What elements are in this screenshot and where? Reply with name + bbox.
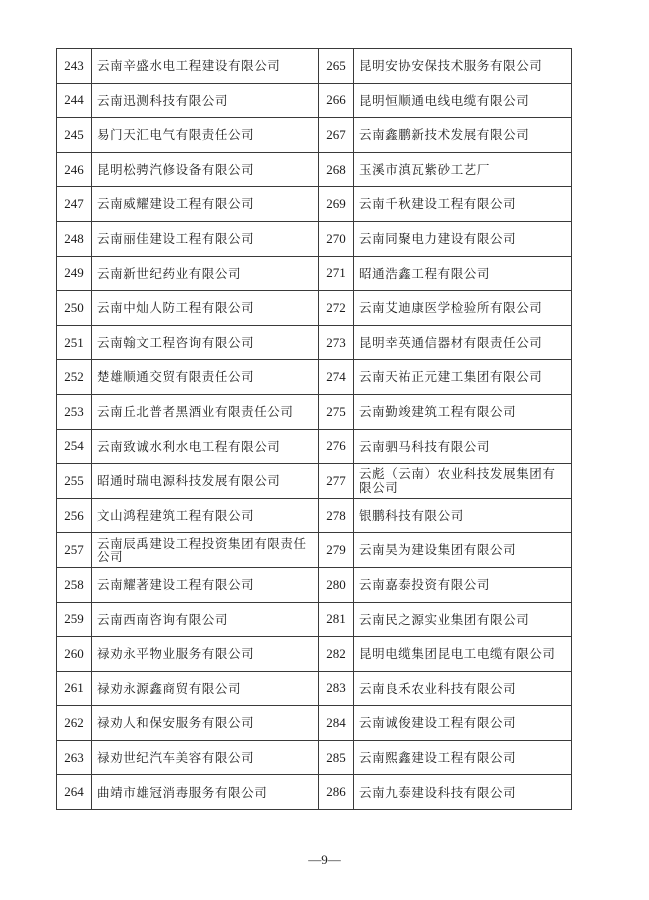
company-name-right: 云南民之源实业集团有限公司 bbox=[354, 602, 572, 637]
table-row bbox=[57, 533, 572, 568]
row-number-left: 257 bbox=[57, 533, 92, 568]
row-number-right: 275 bbox=[319, 394, 354, 429]
company-name-right: 云南艾迪康医学检验所有限公司 bbox=[354, 291, 572, 326]
row-number-left: 252 bbox=[57, 360, 92, 395]
row-number-right: 286 bbox=[319, 775, 354, 810]
table-row bbox=[57, 256, 572, 291]
company-name-right: 云南九泰建设科技有限公司 bbox=[354, 775, 572, 810]
company-name-right: 云南良禾农业科技有限公司 bbox=[354, 671, 572, 706]
company-name-right: 昆明电缆集团昆电工电缆有限公司 bbox=[354, 637, 572, 672]
table-row bbox=[57, 429, 572, 464]
company-name-left: 禄劝世纪汽车美容有限公司 bbox=[92, 740, 319, 775]
row-number-left: 263 bbox=[57, 740, 92, 775]
company-name-right: 云彪（云南）农业科技发展集团有限公司 bbox=[354, 464, 572, 499]
row-number-left: 253 bbox=[57, 394, 92, 429]
company-name-left: 云南耀著建设工程有限公司 bbox=[92, 567, 319, 602]
row-number-right: 272 bbox=[319, 291, 354, 326]
row-number-left: 243 bbox=[57, 49, 92, 84]
table-row bbox=[57, 498, 572, 533]
row-number-left: 244 bbox=[57, 83, 92, 118]
table-row bbox=[57, 706, 572, 741]
company-name-left: 云南西南咨询有限公司 bbox=[92, 602, 319, 637]
row-number-right: 277 bbox=[319, 464, 354, 499]
table-row bbox=[57, 602, 572, 637]
company-name-left: 云南威耀建设工程有限公司 bbox=[92, 187, 319, 222]
company-name-left: 易门天汇电气有限责任公司 bbox=[92, 118, 319, 153]
company-name-right: 云南昊为建设集团有限公司 bbox=[354, 533, 572, 568]
company-name-left: 昭通时瑞电源科技发展有限公司 bbox=[92, 464, 319, 499]
company-name-right: 昆明恒顺通电线电缆有限公司 bbox=[354, 83, 572, 118]
company-name-right: 云南天祐正元建工集团有限公司 bbox=[354, 360, 572, 395]
table-row bbox=[57, 118, 572, 153]
company-name-right: 昭通浩鑫工程有限公司 bbox=[354, 256, 572, 291]
row-number-left: 247 bbox=[57, 187, 92, 222]
table-row bbox=[57, 464, 572, 499]
row-number-right: 271 bbox=[319, 256, 354, 291]
company-name-right: 云南嘉泰投资有限公司 bbox=[354, 567, 572, 602]
table-row bbox=[57, 637, 572, 672]
company-name-left: 曲靖市雄冠消毒服务有限公司 bbox=[92, 775, 319, 810]
row-number-right: 266 bbox=[319, 83, 354, 118]
row-number-left: 256 bbox=[57, 498, 92, 533]
table-row bbox=[57, 394, 572, 429]
table-row bbox=[57, 567, 572, 602]
company-name-left: 云南丘北普者黑酒业有限责任公司 bbox=[92, 394, 319, 429]
table-row bbox=[57, 360, 572, 395]
table-row bbox=[57, 325, 572, 360]
row-number-right: 268 bbox=[319, 152, 354, 187]
row-number-right: 276 bbox=[319, 429, 354, 464]
company-name-left: 文山鸿程建筑工程有限公司 bbox=[92, 498, 319, 533]
row-number-right: 280 bbox=[319, 567, 354, 602]
company-name-right: 云南诚俊建设工程有限公司 bbox=[354, 706, 572, 741]
row-number-left: 259 bbox=[57, 602, 92, 637]
table-body bbox=[57, 49, 572, 810]
company-name-left: 云南丽佳建设工程有限公司 bbox=[92, 221, 319, 256]
row-number-right: 273 bbox=[319, 325, 354, 360]
row-number-left: 262 bbox=[57, 706, 92, 741]
row-number-left: 260 bbox=[57, 637, 92, 672]
row-number-right: 270 bbox=[319, 221, 354, 256]
page-number: —9— bbox=[308, 852, 341, 867]
row-number-right: 285 bbox=[319, 740, 354, 775]
row-number-left: 250 bbox=[57, 291, 92, 326]
company-name-left: 云南致诚水利水电工程有限公司 bbox=[92, 429, 319, 464]
row-number-left: 246 bbox=[57, 152, 92, 187]
company-name-right: 昆明幸英通信器材有限责任公司 bbox=[354, 325, 572, 360]
company-name-left: 云南迅测科技有限公司 bbox=[92, 83, 319, 118]
table-row bbox=[57, 83, 572, 118]
company-name-left: 云南中灿人防工程有限公司 bbox=[92, 291, 319, 326]
row-number-left: 248 bbox=[57, 221, 92, 256]
row-number-right: 284 bbox=[319, 706, 354, 741]
company-name-left: 楚雄顺通交贸有限责任公司 bbox=[92, 360, 319, 395]
company-name-right: 云南鑫鹏新技术发展有限公司 bbox=[354, 118, 572, 153]
company-name-right: 银鹏科技有限公司 bbox=[354, 498, 572, 533]
row-number-right: 278 bbox=[319, 498, 354, 533]
company-name-left: 禄劝人和保安服务有限公司 bbox=[92, 706, 319, 741]
company-name-left: 昆明松骋汽修设备有限公司 bbox=[92, 152, 319, 187]
row-number-right: 282 bbox=[319, 637, 354, 672]
row-number-right: 265 bbox=[319, 49, 354, 84]
company-name-left: 云南新世纪药业有限公司 bbox=[92, 256, 319, 291]
table-row bbox=[57, 49, 572, 84]
row-number-right: 279 bbox=[319, 533, 354, 568]
row-number-left: 245 bbox=[57, 118, 92, 153]
table-row bbox=[57, 187, 572, 222]
company-name-right: 昆明安协安保技术服务有限公司 bbox=[354, 49, 572, 84]
company-name-left: 禄劝永源鑫商贸有限公司 bbox=[92, 671, 319, 706]
company-name-right: 云南驷马科技有限公司 bbox=[354, 429, 572, 464]
table-row bbox=[57, 291, 572, 326]
row-number-left: 264 bbox=[57, 775, 92, 810]
company-name-right: 云南勤竣建筑工程有限公司 bbox=[354, 394, 572, 429]
company-name-right: 云南熙鑫建设工程有限公司 bbox=[354, 740, 572, 775]
company-name-right: 云南同聚电力建设有限公司 bbox=[354, 221, 572, 256]
company-name-left: 禄劝永平物业服务有限公司 bbox=[92, 637, 319, 672]
table-row bbox=[57, 221, 572, 256]
row-number-right: 281 bbox=[319, 602, 354, 637]
row-number-right: 274 bbox=[319, 360, 354, 395]
company-name-right: 云南千秋建设工程有限公司 bbox=[354, 187, 572, 222]
row-number-left: 255 bbox=[57, 464, 92, 499]
company-name-left: 云南翰文工程咨询有限公司 bbox=[92, 325, 319, 360]
company-name-left: 云南辰禹建设工程投资集团有限责任公司 bbox=[92, 533, 319, 568]
company-list-table bbox=[56, 48, 572, 810]
row-number-left: 258 bbox=[57, 567, 92, 602]
table-row bbox=[57, 671, 572, 706]
table-row bbox=[57, 775, 572, 810]
company-name-left: 云南辛盛水电工程建设有限公司 bbox=[92, 49, 319, 84]
table-row bbox=[57, 152, 572, 187]
table-row bbox=[57, 740, 572, 775]
row-number-right: 269 bbox=[319, 187, 354, 222]
row-number-left: 254 bbox=[57, 429, 92, 464]
row-number-left: 251 bbox=[57, 325, 92, 360]
row-number-left: 249 bbox=[57, 256, 92, 291]
row-number-right: 283 bbox=[319, 671, 354, 706]
row-number-right: 267 bbox=[319, 118, 354, 153]
company-name-right: 玉溪市滇瓦紫砂工艺厂 bbox=[354, 152, 572, 187]
row-number-left: 261 bbox=[57, 671, 92, 706]
